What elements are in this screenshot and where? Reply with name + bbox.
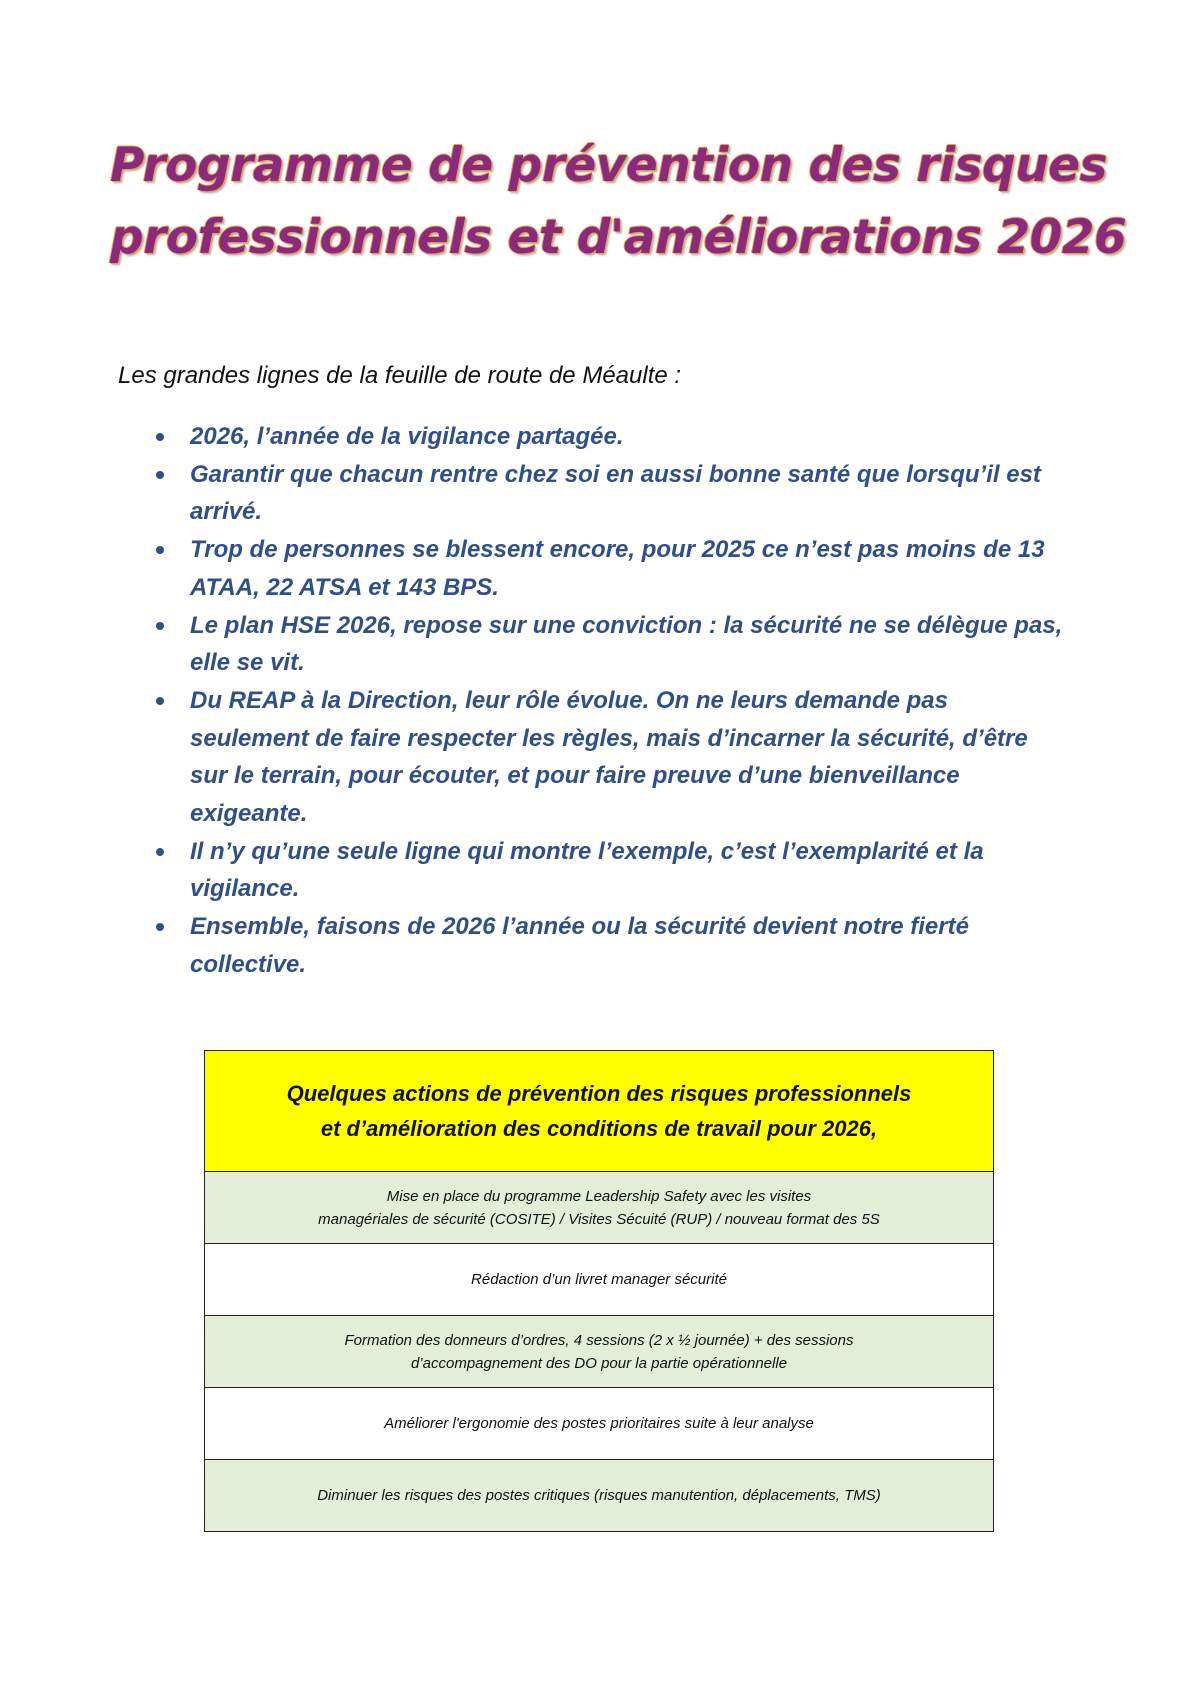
table-row — [205, 1244, 993, 1316]
bullet-text-line: collective. — [190, 950, 307, 978]
page-title-line-2: professionnels et d'améliorations 2026 — [110, 210, 1127, 265]
bullet-text-line: Trop de personnes se blessent encore, pour 2025 ce n’est pas moins de 13 — [190, 536, 1045, 564]
roadmap-bullet-item — [150, 607, 1070, 682]
bullet-text-line: Il n’y qu’une seule ligne qui montre l’exemple, c’est l’exemplarité et la — [190, 837, 984, 865]
table-cell-line: managériales de sécurité (COSITE) / Visites Sécuité (RUP) / nouveau format des 5S — [318, 1210, 880, 1228]
roadmap-bullet-item — [150, 682, 1070, 833]
table-row — [205, 1316, 993, 1388]
prevention-actions-table — [204, 1050, 994, 1532]
table-cell-line: d’accompagnement des DO pour la partie opérationnelle — [410, 1354, 788, 1372]
bullet-text-line: Du REAP à la Direction, leur rôle évolue. On ne leurs demande pas — [190, 686, 948, 714]
table-cell-line: Formation des donneurs d’ordres, 4 sessions (2 x ½ journée) + des sessions — [344, 1331, 854, 1349]
bullet-text-line: Ensemble, faisons de 2026 l’année ou la sécurité devient notre fierté — [190, 913, 969, 941]
bullet-dot-icon — [156, 546, 164, 554]
bullet-dot-icon — [156, 697, 164, 705]
bullet-text-line: ATAA, 22 ATSA et 143 BPS. — [190, 573, 499, 601]
bullet-text-line: sur le terrain, pour écouter, et pour faire preuve d’une bienveillance — [190, 762, 960, 790]
bullet-dot-icon — [156, 433, 164, 441]
bullet-text-line: Le plan HSE 2026, repose sur une conviction : la sécurité ne se délègue pas, — [190, 611, 1063, 639]
table-cell-line: Rédaction d’un livret manager sécurité — [471, 1271, 727, 1288]
roadmap-bullet-list — [150, 418, 1070, 984]
table-cell-line: Mise en place du programme Leadership Safety avec les visites — [386, 1187, 812, 1205]
roadmap-bullet-item — [150, 833, 1070, 908]
roadmap-bullet-item — [150, 531, 1070, 606]
bullet-text-line: elle se vit. — [190, 649, 305, 677]
table-row — [205, 1388, 993, 1460]
bullet-text-line: exigeante. — [190, 800, 308, 828]
table-cell-line: Diminuer les risques des postes critiques (risques manutention, déplacements, TMS) — [317, 1487, 881, 1504]
page-title-line-1: Programme de prévention des risques — [110, 138, 1108, 193]
roadmap-subtitle: Les grandes lignes de la feuille de route de Méaulte : — [118, 362, 682, 389]
table-cell-line: Améliorer l'ergonomie des postes prioritaires suite à leur analyse — [384, 1415, 814, 1432]
table-header-line-1: Quelques actions de prévention des risques professionnels — [286, 1081, 912, 1106]
prevention-actions-rows — [205, 1172, 993, 1531]
bullet-dot-icon — [156, 848, 164, 856]
bullet-text-line: arrivé. — [190, 498, 263, 526]
table-row — [205, 1460, 993, 1531]
bullet-text-line: vigilance. — [190, 875, 300, 903]
bullet-text-line: seulement de faire respecter les règles, mais d’incarner la sécurité, d’être — [190, 724, 1028, 752]
roadmap-bullet-item — [150, 418, 1070, 456]
bullet-dot-icon — [156, 471, 164, 479]
roadmap-bullet-item — [150, 908, 1070, 983]
bullet-dot-icon — [156, 622, 164, 630]
table-header-line-2: et d’amélioration des conditions de travail pour 2026, — [320, 1116, 878, 1141]
page-title — [110, 130, 1127, 274]
bullet-text-line: 2026, l’année de la vigilance partagée. — [190, 423, 624, 450]
table-row — [205, 1172, 993, 1244]
bullet-text-line: Garantir que chacun rentre chez soi en aussi bonne santé que lorsqu’il est — [190, 460, 1041, 488]
prevention-actions-table-header — [205, 1051, 993, 1172]
bullet-dot-icon — [156, 923, 164, 931]
roadmap-bullet-item — [150, 456, 1070, 531]
